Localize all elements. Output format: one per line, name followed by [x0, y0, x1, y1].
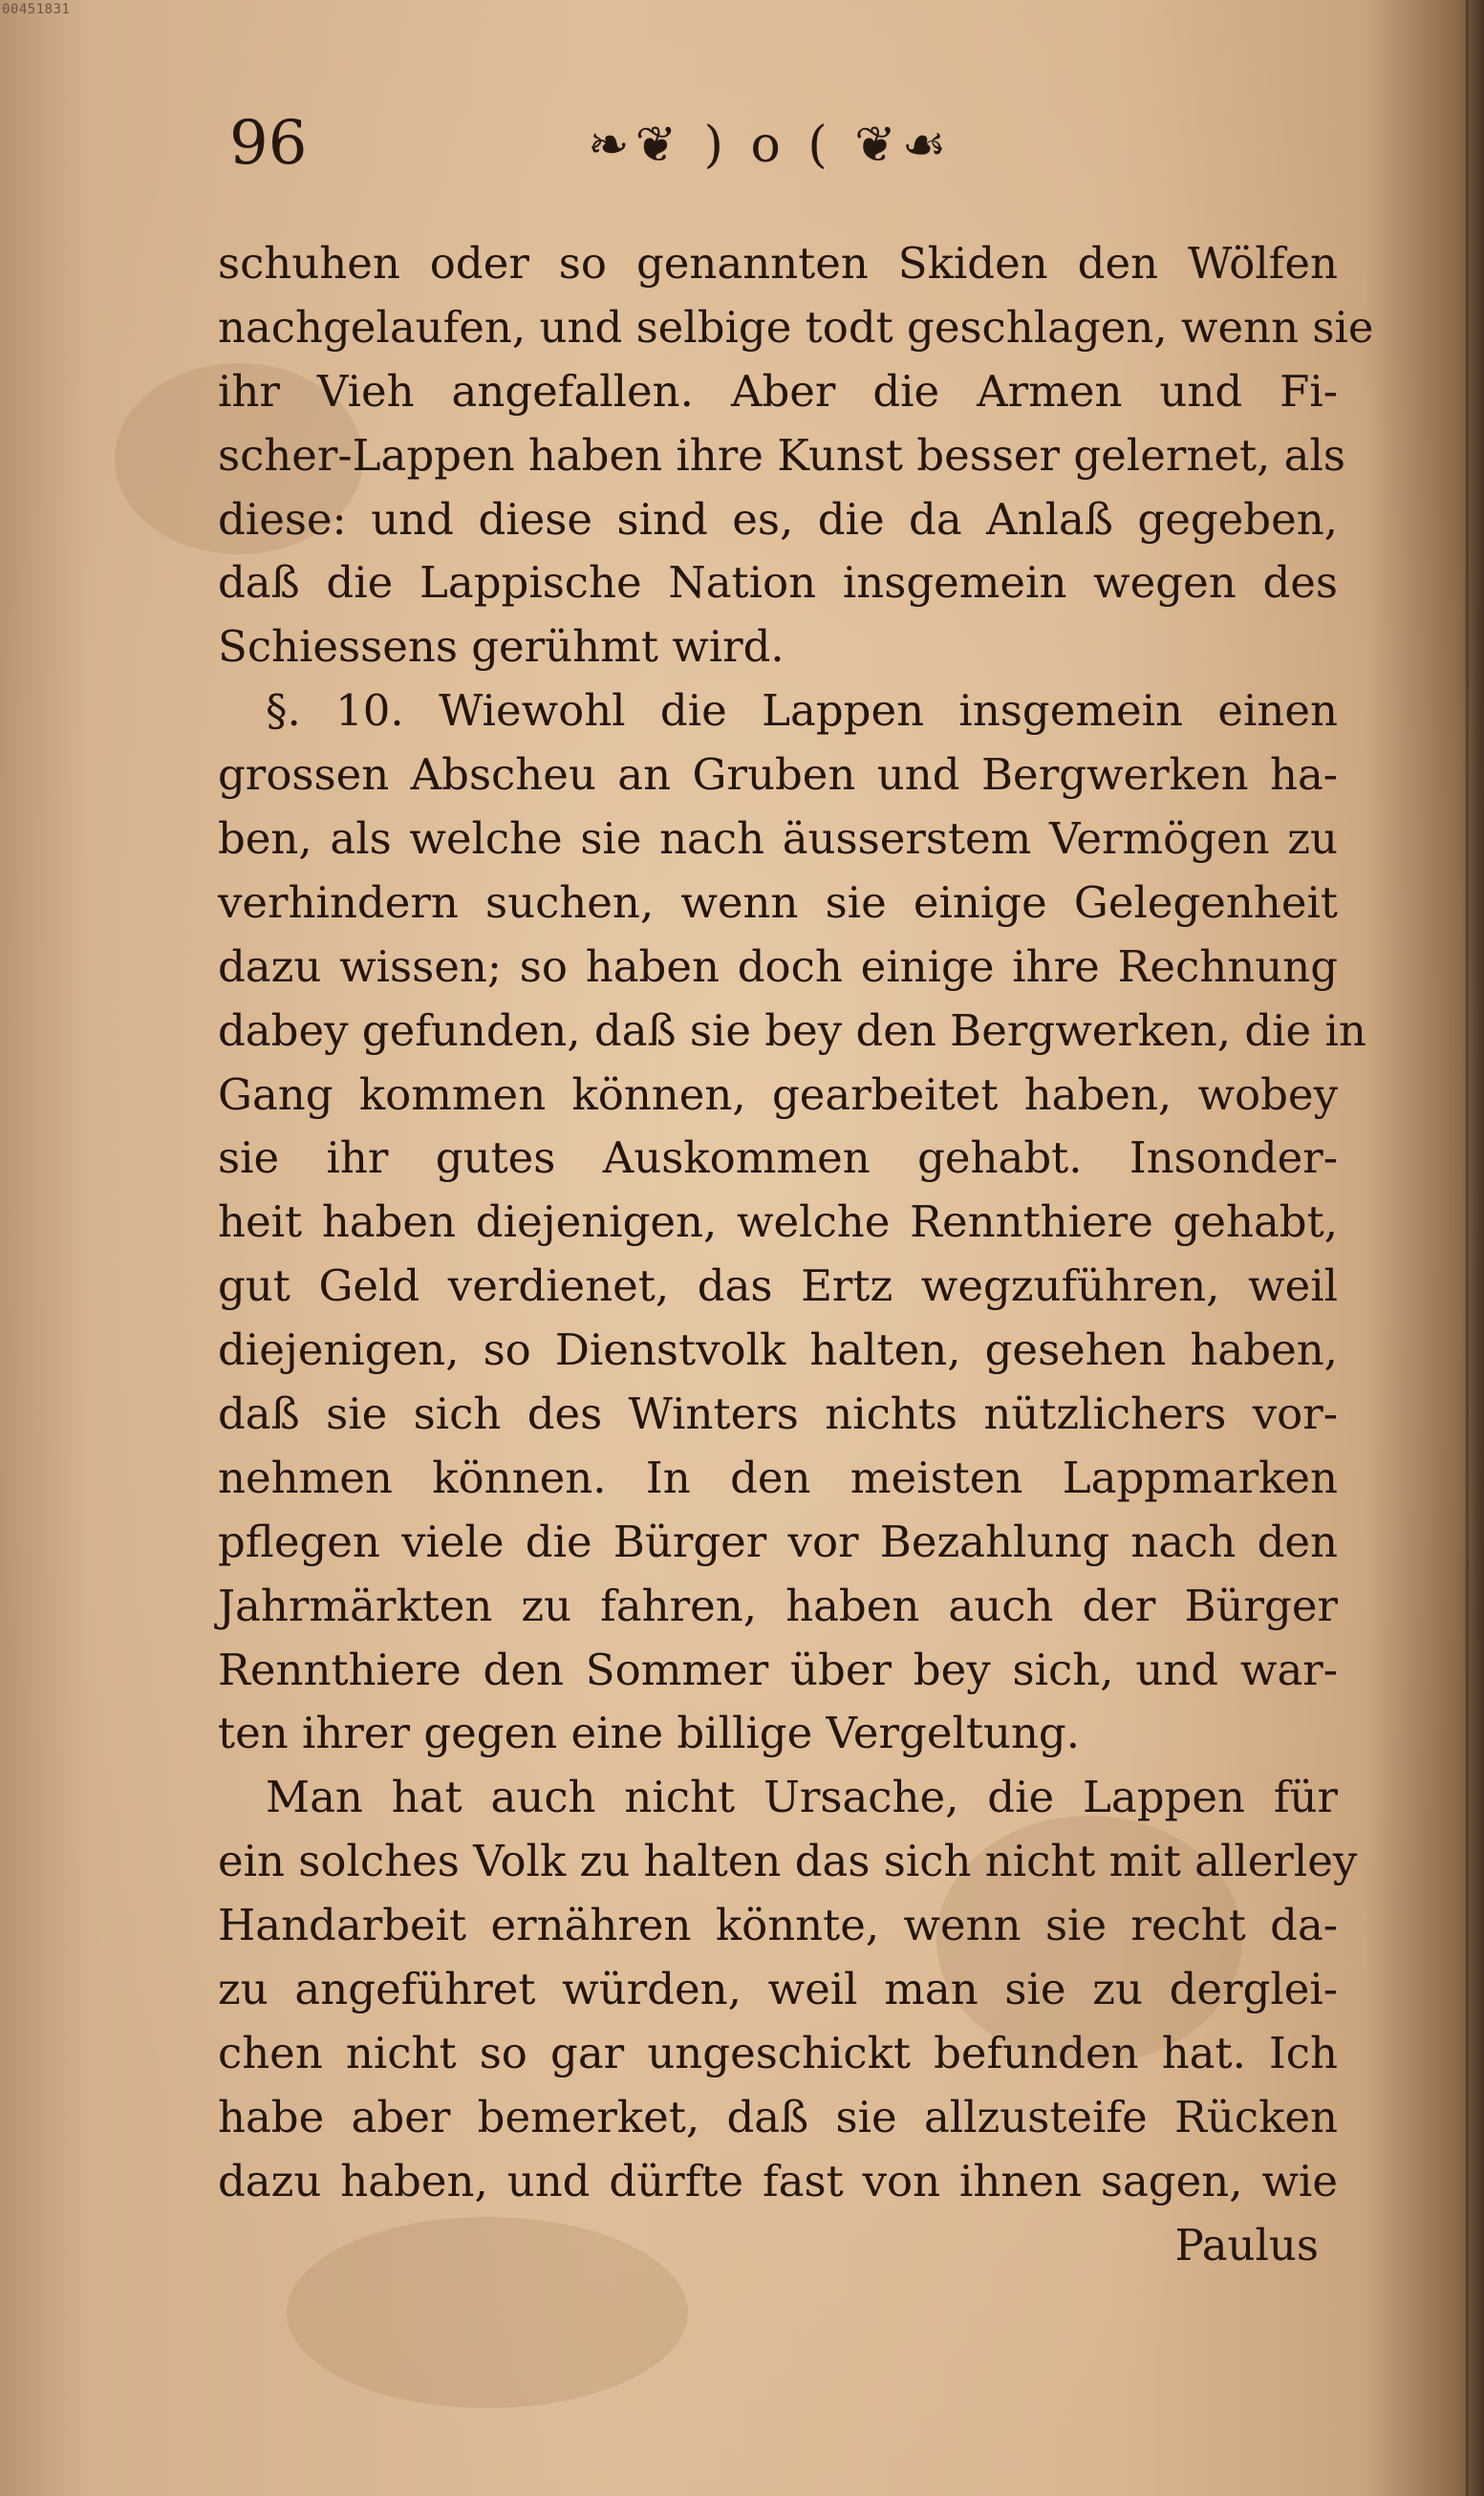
page-number: 96 [229, 108, 308, 179]
text-line: daß sie sich des Winters nichts nützlichers vor- [218, 1388, 1338, 1440]
text-line: ben, als welche sie nach äusserstem Vermögen zu [218, 813, 1338, 865]
text-line: daß die Lappische Nation insgemein wegen des [218, 557, 1338, 609]
text-line: Schiessens gerühmt wird. [218, 621, 785, 673]
running-header [229, 108, 1357, 199]
text-line: Jahrmärkten zu fahren, haben auch der Bürger [218, 1580, 1338, 1631]
text-line: ten ihrer gegen eine billige Vergeltung. [218, 1708, 1081, 1759]
text-line: dabey gefunden, daß sie bey den Bergwerken, die in [218, 1004, 1366, 1056]
paragraph-start-line: Man hat auch nicht Ursache, die Lappen für [266, 1772, 1338, 1823]
text-line: dazu haben, und dürfte fast von ihnen sagen, wie [218, 2155, 1338, 2206]
section-heading-line: §. 10. Wiewohl die Lappen insgemein einen [266, 685, 1338, 737]
page-edge-line [1466, 0, 1469, 2496]
text-line: chen nicht so gar ungeschickt befunden hat. Ich [218, 2027, 1338, 2078]
text-line: nachgelaufen, und selbige todt geschlagen, wenn sie [218, 301, 1374, 353]
text-line: verhindern suchen, wenn sie einige Gelegenheit [218, 876, 1338, 928]
text-line: Gang kommen können, gearbeitet haben, wobey [218, 1068, 1338, 1120]
text-line: ein solches Volk zu halten das sich nicht mit allerley [218, 1836, 1358, 1887]
text-line: gut Geld verdienet, das Ertz wegzuführen, weil [218, 1260, 1338, 1312]
text-line: pflegen viele die Bürger vor Bezahlung nach den [218, 1516, 1338, 1567]
body-text [218, 232, 1374, 2278]
text-line: schuhen oder so genannten Skiden den Wölfen [218, 238, 1338, 289]
catchword: Paulus [1174, 2219, 1319, 2270]
text-line: diejenigen, so Dienstvolk halten, gesehen haben, [218, 1324, 1338, 1376]
text-line: dazu wissen; so haben doch einige ihre Rechnung [218, 940, 1338, 992]
text-line: habe aber bemerket, daß sie allzusteife Rücken [218, 2091, 1338, 2142]
text-line: ihr Vieh angefallen. Aber die Armen und Fi- [218, 365, 1338, 417]
text-line: zu angeführet würden, weil man sie zu derglei- [218, 1964, 1338, 2015]
header-ornament: ❧❦ ) o ( ❦☙ [588, 117, 953, 174]
text-line: grossen Abscheu an Gruben und Bergwerken ha- [218, 749, 1338, 801]
text-line: Handarbeit ernähren könnte, wenn sie recht da- [218, 1900, 1338, 1951]
scan-id-label: 00451831 [2, 2, 71, 17]
text-line: sie ihr gutes Auskommen gehabt. Insonder- [218, 1132, 1338, 1184]
text-line: heit haben diejenigen, welche Rennthiere gehabt, [218, 1196, 1338, 1248]
text-line: nehmen können. In den meisten Lappmarken [218, 1452, 1338, 1503]
text-line: diese: und diese sind es, die da Anlaß gegeben, [218, 493, 1338, 545]
text-line: scher-Lappen haben ihre Kunst besser gelernet, als [218, 429, 1345, 481]
text-line: Rennthiere den Sommer über bey sich, und war- [218, 1644, 1338, 1695]
